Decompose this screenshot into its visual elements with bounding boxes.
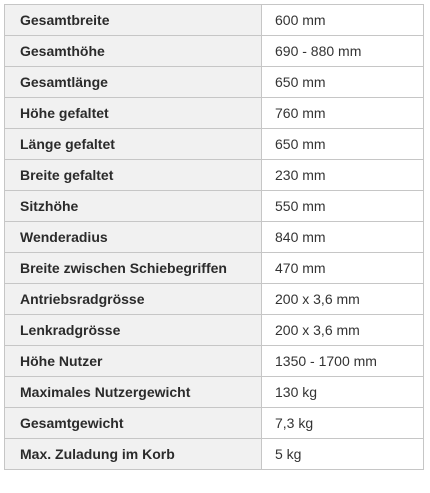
spec-label: Max. Zuladung im Korb [5,439,262,470]
spec-label: Höhe Nutzer [5,346,262,377]
spec-value: 130 kg [262,377,424,408]
spec-value: 760 mm [262,98,424,129]
table-row [5,253,424,284]
spec-value: 690 - 880 mm [262,36,424,67]
table-row [5,439,424,470]
table-row [5,222,424,253]
spec-label: Gesamtgewicht [5,408,262,439]
spec-value: 650 mm [262,129,424,160]
spec-value: 550 mm [262,191,424,222]
spec-label: Sitzhöhe [5,191,262,222]
spec-label: Gesamthöhe [5,36,262,67]
spec-value: 470 mm [262,253,424,284]
spec-label: Wenderadius [5,222,262,253]
table-row [5,315,424,346]
table-row [5,5,424,36]
spec-label: Maximales Nutzergewicht [5,377,262,408]
table-row [5,284,424,315]
spec-label: Länge gefaltet [5,129,262,160]
table-row [5,98,424,129]
table-row [5,408,424,439]
spec-value: 840 mm [262,222,424,253]
table-row [5,160,424,191]
specifications-table [4,4,424,470]
spec-value: 230 mm [262,160,424,191]
spec-label: Lenkradgrösse [5,315,262,346]
spec-label: Gesamtlänge [5,67,262,98]
table-row [5,129,424,160]
spec-label: Höhe gefaltet [5,98,262,129]
spec-value: 1350 - 1700 mm [262,346,424,377]
spec-value: 650 mm [262,67,424,98]
specifications-table-body [5,5,424,470]
spec-value: 600 mm [262,5,424,36]
table-row [5,36,424,67]
spec-value: 200 x 3,6 mm [262,315,424,346]
spec-label: Breite zwischen Schiebegriffen [5,253,262,284]
spec-value: 5 kg [262,439,424,470]
table-row [5,346,424,377]
spec-value: 7,3 kg [262,408,424,439]
spec-label: Gesamtbreite [5,5,262,36]
spec-label: Antriebsradgrösse [5,284,262,315]
table-row [5,67,424,98]
table-row [5,191,424,222]
spec-value: 200 x 3,6 mm [262,284,424,315]
table-row [5,377,424,408]
spec-label: Breite gefaltet [5,160,262,191]
